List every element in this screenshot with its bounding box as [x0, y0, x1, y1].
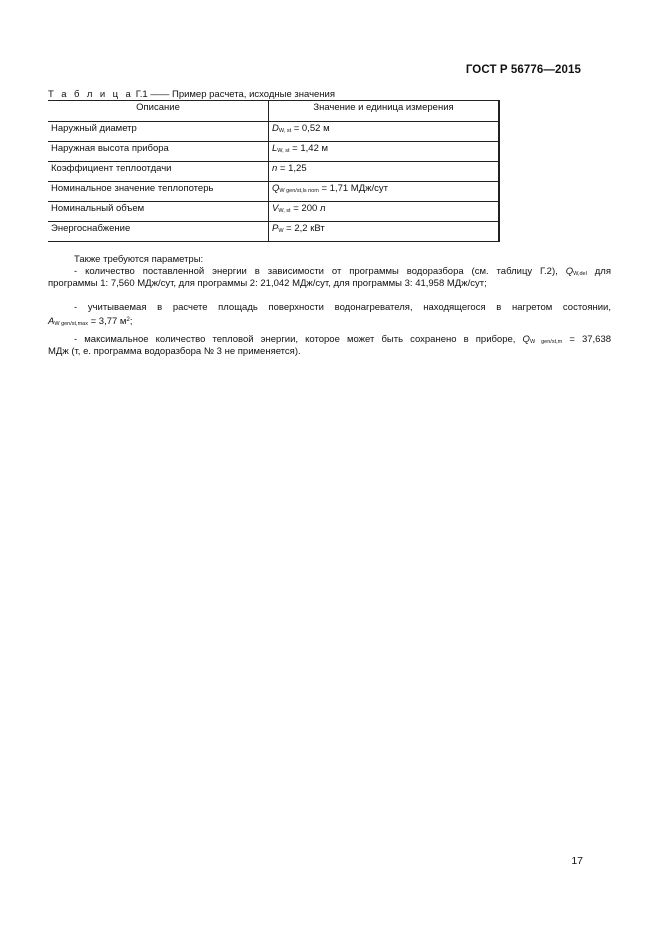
page-number: 17 [571, 855, 583, 867]
item2-symbol: A [48, 316, 55, 327]
row-description: Коэффициент теплоотдачи [48, 162, 269, 182]
item1-symbol: Q [565, 266, 574, 277]
value-amount: = 200 л [290, 203, 326, 214]
caption-title: Пример расчета, исходные значения [171, 89, 335, 100]
value-subscript: W [278, 228, 284, 234]
value-subscript: W, st [277, 148, 290, 154]
value-symbol: P [272, 223, 279, 234]
row-description: Номинальное значение теплопотерь [48, 182, 269, 202]
table-row [48, 182, 499, 202]
row-value [269, 162, 500, 182]
row-description: Наружный диаметр [48, 122, 269, 142]
item3-subscript: W gen/st,m [529, 339, 563, 345]
item2-line2 [48, 314, 585, 331]
caption-dash: —— [150, 89, 170, 100]
row-value [269, 182, 500, 202]
item2-value: = 3,77 м [87, 316, 127, 327]
column-header-description: Описание [48, 101, 269, 122]
table-caption [48, 89, 335, 100]
table-row [48, 202, 499, 222]
row-value [269, 222, 500, 242]
row-description: Наружная высота прибора [48, 142, 269, 162]
intro-paragraph: Также требуются параметры: [74, 254, 204, 265]
value-amount: = 2,2 кВт [283, 223, 325, 234]
value-amount: = 0,52 м [291, 123, 330, 134]
row-value [269, 202, 500, 222]
value-symbol: L [272, 143, 278, 154]
value-subscript: W gen/st,ls nom [279, 188, 319, 194]
item3-text: - максимальное количество тепловой энергии, которое может быть сохранено в приборе, [74, 334, 516, 345]
row-value [269, 142, 500, 162]
value-amount: = 1,42 м [289, 143, 329, 154]
value-amount: = 1,71 МДж/сут [318, 183, 388, 194]
table-row [48, 162, 499, 182]
value-symbol: D [272, 123, 279, 134]
item1-line2: программы 1: 7,560 МДж/сут, для программы 2: 21,042 МДж/сут, для программы 3: 41,958 МДж/сут; [48, 278, 487, 289]
value-subscript: W, st [278, 208, 291, 214]
item2-superscript: 2 [126, 317, 130, 323]
table-header-row [48, 101, 499, 122]
item1-text: - количество поставленной энергии в зависимости от программы водоразбора (см. таблицу Г.2), [74, 266, 558, 277]
item3-value: = 37,638 [562, 334, 612, 345]
row-description: Энергоснабжение [48, 222, 269, 242]
caption-number: Г.1 [135, 89, 148, 100]
caption-prefix: Т а б л и ц а [48, 89, 134, 100]
value-symbol: V [272, 203, 279, 214]
standard-code: ГОСТ Р 56776—2015 [465, 64, 581, 76]
value-amount: = 1,25 [277, 163, 307, 174]
table-row [48, 122, 499, 142]
item3-symbol: Q [522, 334, 530, 345]
item2-end: ; [129, 316, 133, 327]
item1-tail: для [594, 266, 611, 277]
parameters-table [48, 100, 500, 242]
value-symbol: n [272, 163, 278, 174]
row-description: Номинальный объем [48, 202, 269, 222]
value-subscript: W, st [278, 128, 292, 134]
item1-subscript: W,del [573, 271, 587, 277]
column-header-value: Значение и единица измерения [269, 101, 500, 122]
item2-subscript: W gen/st,max [54, 321, 88, 327]
item3-line2: МДж (т, е. программа водоразбора № 3 не применяется). [48, 346, 301, 357]
item2-line1: - учитываемая в расчете площадь поверхности водонагревателя, находящегося в нагретом состоянии, [74, 302, 611, 313]
table-row [48, 142, 499, 162]
table-row [48, 222, 499, 242]
row-value [269, 122, 500, 142]
value-symbol: Q [272, 183, 280, 194]
